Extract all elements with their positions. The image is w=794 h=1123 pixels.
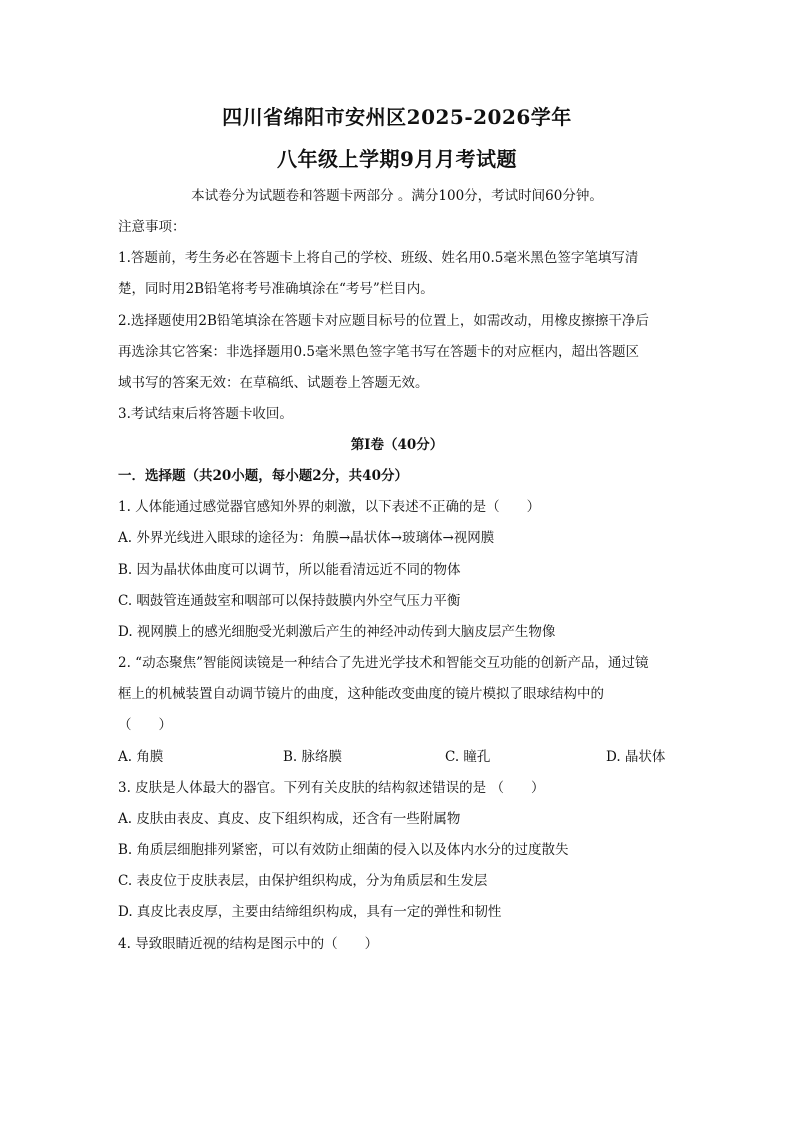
q1-option-c: C. 咽鼓管连通鼓室和咽部可以保持鼓膜内外空气压力平衡 (118, 593, 461, 609)
note-2-line1: 2.选择题使用2B铅笔填涂在答题卡对应题目标号的位置上，如需改动，用橡皮擦擦干净后 (118, 313, 649, 329)
volume-heading: 第I卷（40分） (350, 437, 444, 453)
note-3: 3.考试结束后将答题卡收回。 (118, 406, 293, 422)
q3-option-d: D. 真皮比表皮厚，主要由结缔组织构成，具有一定的弹性和韧性 (118, 904, 502, 920)
q1-option-a: A. 外界光线进入眼球的途径为：角膜→晶状体→玻璃体→视网膜 (118, 530, 495, 546)
note-2-line2: 再选涂其它答案：非选择题用0.5毫米黑色签字笔书写在答题卡的对应框内，超出答题区 (118, 344, 639, 360)
q1-stem: 1. 人体能通过感觉器官感知外界的刺激，以下表述不正确的是（ ） (118, 499, 541, 515)
q2-stem-line3: （ ） (118, 717, 172, 733)
note-1-line1: 1.答题前，考生务必在答题卡上将自己的学校、班级、姓名用0.5毫米黑色签字笔填写清 (118, 250, 639, 266)
exam-intro: 本试卷分为试题卷和答题卡两部分 。满分100分，考试时间60分钟。 (191, 188, 603, 204)
q3-option-b: B. 角质层细胞排列紧密，可以有效防止细菌的侵入以及体内水分的过度散失 (118, 842, 569, 858)
notes-heading: 注意事项： (118, 219, 186, 235)
q3-option-c: C. 表皮位于皮肤表层，由保护组织构成，分为角质层和生发层 (118, 873, 488, 889)
q2-option-a: A. 角膜 (118, 749, 164, 765)
q2-option-b: B. 脉络膜 (283, 749, 343, 765)
q1-option-d: D. 视网膜上的感光细胞受光刺激后产生的神经冲动传到大脑皮层产生物像 (118, 624, 556, 640)
q2-stem-line2: 框上的机械装置自动调节镜片的曲度，这种能改变曲度的镜片模拟了眼球结构中的 (118, 686, 604, 702)
part-heading: 一．选择题（共20小题，每小题2分，共40分） (118, 468, 408, 484)
exam-title-line2: 八年级上学期9月月考试题 (277, 147, 517, 171)
note-1-line2: 楚，同时用2B铅笔将考号准确填涂在“考号”栏目内。 (118, 281, 434, 297)
q2-option-c: C. 瞳孔 (445, 749, 491, 765)
q4-stem: 4. 导致眼睛近视的结构是图示中的（ ） (118, 936, 379, 952)
q2-option-d: D. 晶状体 (606, 749, 666, 765)
q2-stem-line1: 2. “动态聚焦”智能阅读镜是一种结合了先进光学技术和智能交互功能的创新产品，通过镜 (118, 655, 649, 671)
note-2-line3: 域书写的答案无效：在草稿纸、试题卷上答题无效。 (118, 375, 429, 391)
q1-option-b: B. 因为晶状体曲度可以调节，所以能看清远近不同的物体 (118, 562, 461, 578)
q3-stem: 3. 皮肤是人体最大的器官。下列有关皮肤的结构叙述错误的是 （ ） (118, 780, 545, 796)
q3-option-a: A. 皮肤由表皮、真皮、皮下组织构成，还含有一些附属物 (118, 811, 461, 827)
exam-title-line1: 四川省绵阳市安州区2025-2026学年 (222, 105, 572, 129)
